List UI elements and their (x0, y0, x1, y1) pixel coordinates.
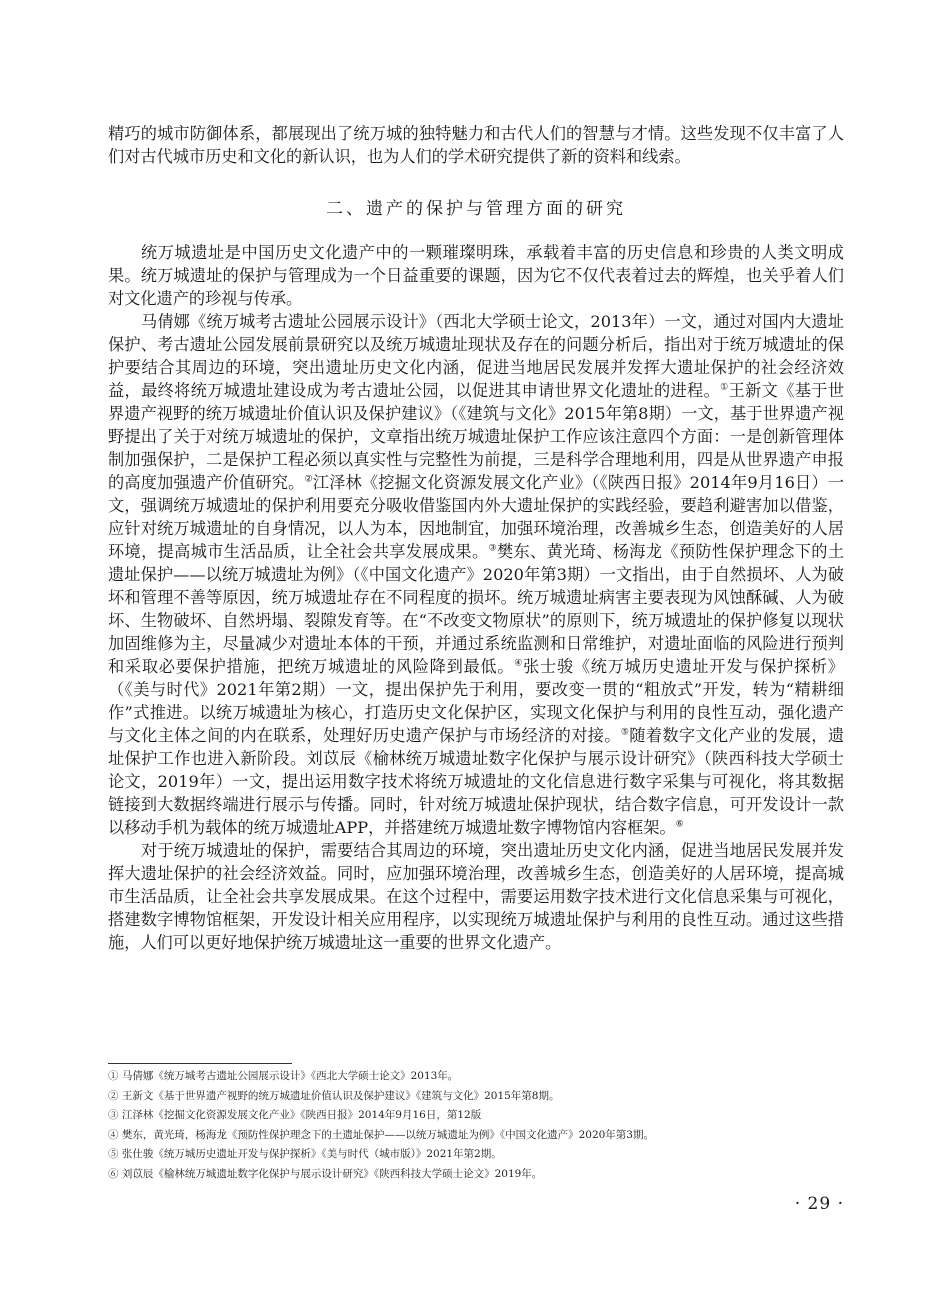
para2-segment-4: 樊东、黄光琦、杨海龙《预防性保护理念下的土遗址保护——以统万城遗址为例》（《中国文化遗产》2020年第3期）一文指出，由于自然损坏、人为破坏和管理不善等原因，统万城遗址存在不同程度的损坏。统万城遗址病害主要表现为风蚀酥碱、人为破坏、生物破坏、自然坍塌、裂隙发育等。在“不改变文物原状”的原则下，统万城遗址的保护修复以现状加固维修为主，尽量减少对遗址本体的干预，并通过系统监测和日常维护，对遗址面临的风险进行预判和采取必要保护措施，把统万城遗址的风险降到最低。 (108, 542, 845, 676)
footnote-4: ④ 樊东，黄光琦，杨海龙《预防性保护理念下的土遗址保护——以统万城遗址为例》《中国文化遗产》2020年第3期。 (108, 1128, 654, 1141)
footnote-marker-3[interactable]: ③ (488, 543, 497, 554)
footnotes (108, 1063, 844, 1184)
footnote-6: ⑥ 刘苡辰《榆林统万城遗址数字化保护与展示设计研究》《陕西科技大学硕士论文》2019年。 (108, 1167, 543, 1180)
para2-segment-5: 张士骏《统万城历史遗址开发与保护探析》（《美与时代》2021年第2期）一文，提出保护先于利用，要改变一贯的“粗放式”开发，转为“精耕细作”式推进。以统万城遗址为核心，打造历史文化保护区，实现文化保护与利用的良性互动，强化遗产与文化主体之间的内在联系，处理好历史遗产保护与市场经济的对接。 (108, 657, 844, 745)
intro-paragraph: 精巧的城市防御体系，都展现出了统万城的独特魅力和古代人们的智慧与才情。这些发现不仅丰富了人们对古代城市历史和文化的新认识，也为人们的学术研究提供了新的资料和线索。 (108, 124, 844, 166)
footnote-2: ② 王新文《基于世界遗产视野的统万城遗址价值认识及保护建议》《建筑与文化》2015年第8期。 (108, 1089, 560, 1102)
page-number: · 29 · (794, 1194, 844, 1214)
section-paragraph-2 (108, 310, 844, 839)
footnote-divider (108, 1063, 292, 1064)
section-paragraph-1: 统万城遗址是中国历史文化遗产中的一颗璀璨明珠，承载着丰富的历史信息和珍贵的人类文明成果。统万城遗址的保护与管理成为一个日益重要的课题，因为它不仅代表着过去的辉煌，也关乎着人们对文化遗产的珍视与传承。 (108, 243, 844, 308)
footnote-marker-4[interactable]: ④ (514, 658, 524, 669)
footnote-1: ① 马倩娜《统万城考古遗址公园展示设计》《西北大学硕士论文》2013年。 (108, 1070, 459, 1082)
footnote-3: ③ 江泽林《挖掘文化资源发展文化产业》《陕西日报》2014年9月16日，第12版 (108, 1109, 482, 1121)
footnote-marker-2[interactable]: ② (304, 474, 313, 485)
section-heading: 二、遗产的保护与管理方面的研究 (326, 199, 626, 219)
footnote-marker-5[interactable]: ⑤ (620, 727, 630, 738)
section-paragraph-3: 对于统万城遗址的保护，需要结合其周边的环境，突出遗址历史文化内涵，促进当地居民发展并发挥大遗址保护的社会经济效益。同时，应加强环境治理，改善城乡生态，创造美好的人居环境，提高城市生活品质，让全社会共享发展成果。在这个过程中，需要运用数字技术进行文化信息采集与可视化，搭建数字博物馆框架，开发设计相关应用程序，以实现统万城遗址保护与利用的良性互动。通过这些措施，人们可以更好地保护统万城遗址这一重要的世界文化遗产。 (108, 841, 844, 952)
footnote-5: ⑤ 张仕骏《统万城历史遗址开发与保护探析》《美与时代（城市版）》2021年第2期。 (108, 1148, 502, 1160)
para2-segment-1: 马倩娜《统万城考古遗址公园展示设计》（西北大学硕士论文，2013年）一文，通过对国内大遗址保护、考古遗址公园发展前景研究以及统万城遗址现状及存在的问题分析后，指出对于统万城遗址的保护要结合其周边的环境，突出遗址历史文化内涵，促进当地居民发展并发挥大遗址保护的社会经济效益，最终将统万城遗址建设成为考古遗址公园，以促进其申请世界文化遗址的进程。 (108, 312, 844, 400)
para2-segment-3: 江泽林《挖掘文化资源发展文化产业》（《陕西日报》2014年9月16日）一文，强调统万城遗址的保护利用要充分吸收借鉴国内外大遗址保护的实践经验，要趋利避害加以借鉴，应针对统万城遗址的自身情况，以人为本，因地制宜，加强环境治理，改善城乡生态，创造美好的人居环境，提高城市生活品质，让全社会共享发展成果。 (108, 473, 845, 561)
footnote-marker-6[interactable]: ⑥ (675, 819, 684, 830)
para2-segment-6: 随着数字文化产业的发展，遗址保护工作也进入新阶段。刘苡辰《榆林统万城遗址数字化保护与展示设计研究》（陕西科技大学硕士论文，2019年）一文，提出运用数字技术将统万城遗址的文化信息进行数字采集与可视化，将其数据链接到大数据终端进行展示与传播。同时，针对统万城遗址保护现状，结合数字信息，可开发设计一款以移动手机为载体的统万城遗址APP，并搭建统万城遗址数字博物馆内容框架。 (108, 726, 845, 837)
para2-segment-2: 王新文《基于世界遗产视野的统万城遗址价值认识及保护建议》（《建筑与文化》2015年第8期）一文，基于世界遗产视野提出了关于对统万城遗址的保护，文章指出统万城遗址保护工作应该注意四个方面：一是创新管理体制加强保护，二是保护工程必须以真实性与完整性为前提，三是科学合理地利用，四是从世界遗产申报的高度加强遗产价值研究。 (108, 381, 845, 492)
footnote-marker-1[interactable]: ① (720, 382, 729, 393)
page-body (108, 122, 844, 954)
